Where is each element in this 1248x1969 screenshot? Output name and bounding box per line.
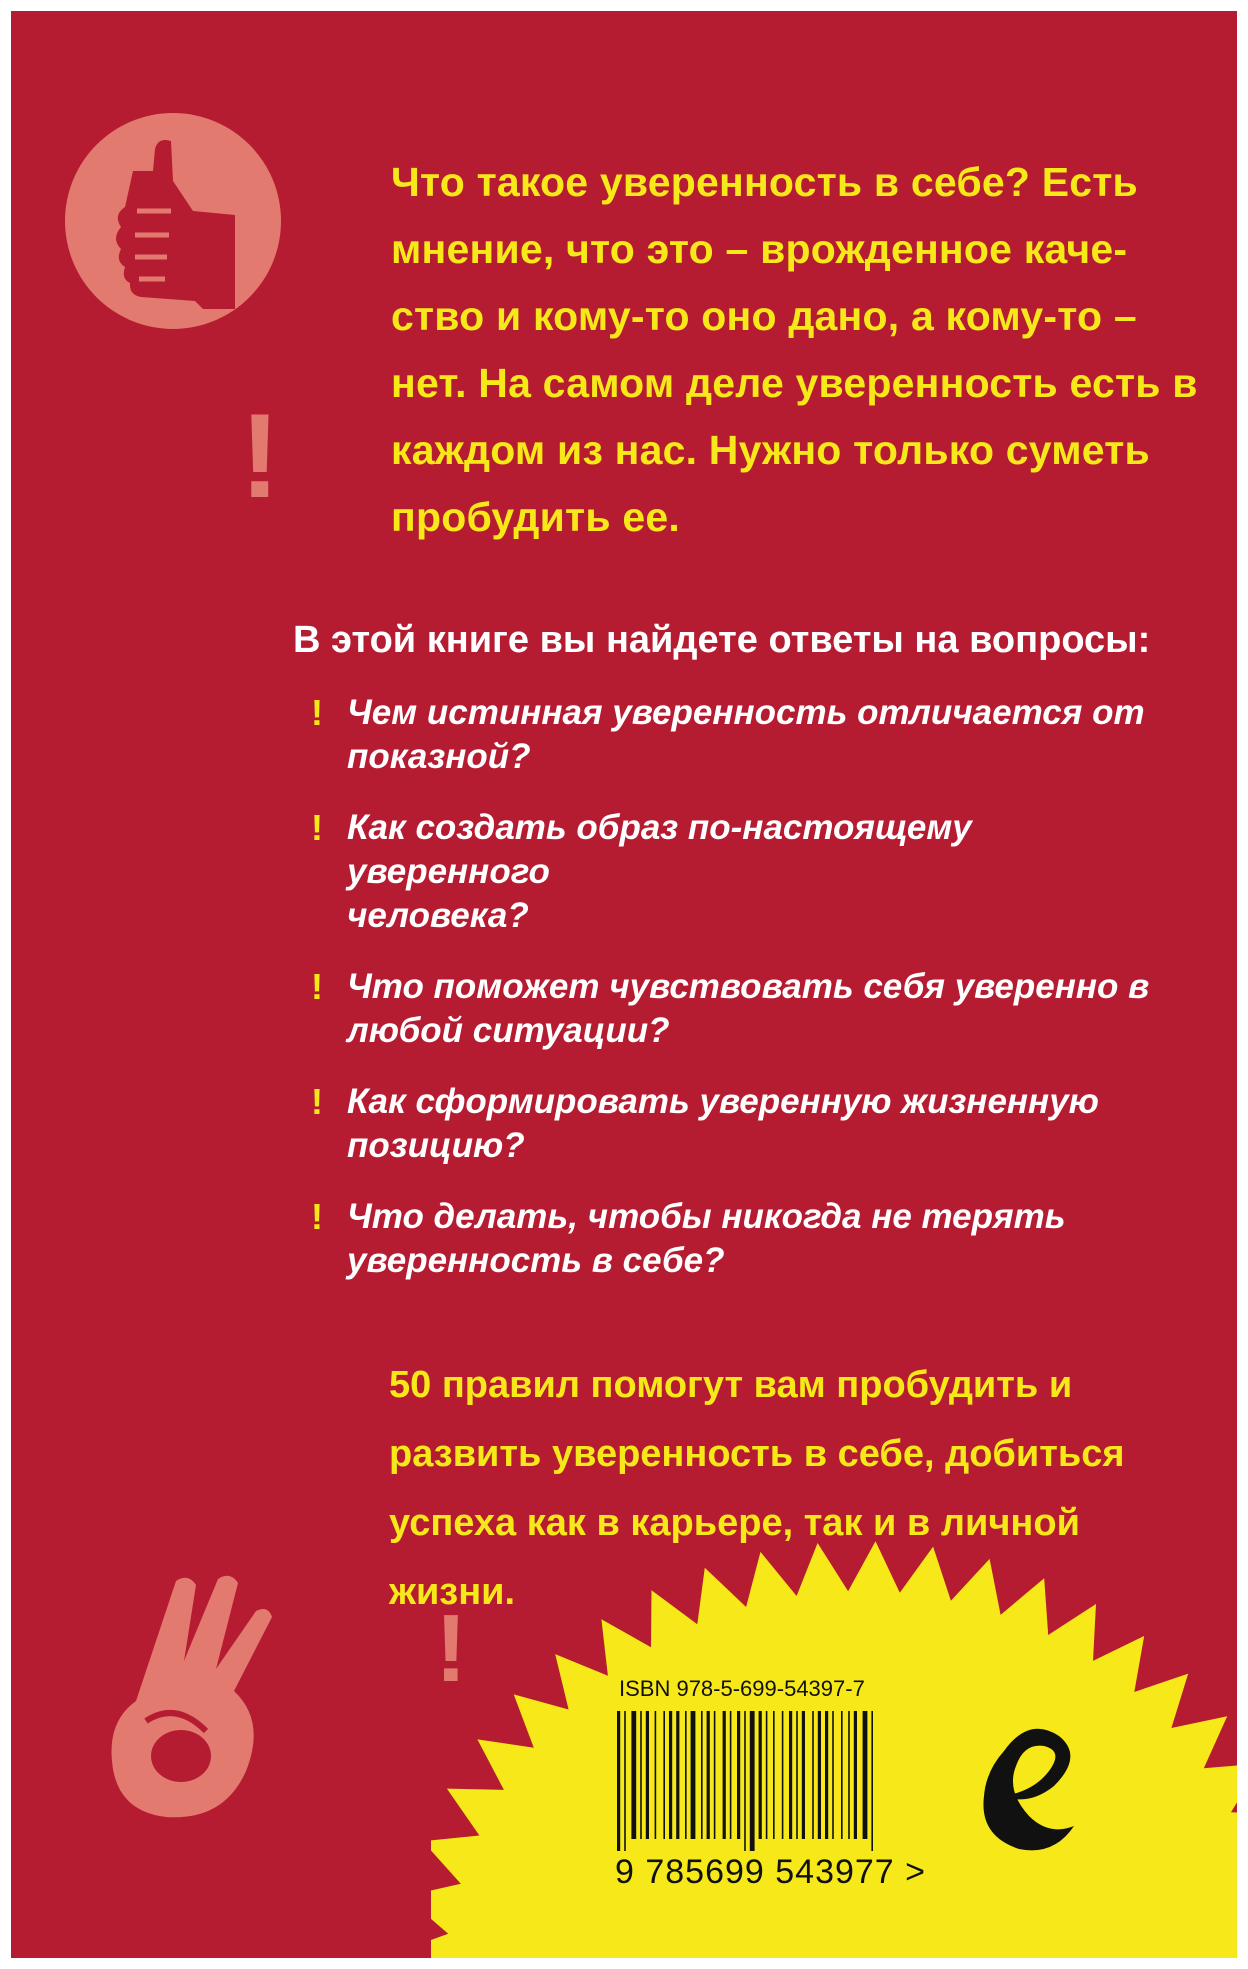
barcode-bar <box>802 1711 805 1839</box>
barcode-bar <box>759 1711 762 1839</box>
barcode-bar <box>676 1711 679 1839</box>
publisher-logo-icon <box>974 1711 1084 1861</box>
exclamation-bullet-icon: ! <box>311 1196 323 1237</box>
question-text: Как создать образ по-настоящему уверенного человека? <box>347 808 972 935</box>
barcode-bar <box>714 1711 716 1839</box>
barcode-bar <box>871 1711 873 1851</box>
barcode-bar <box>848 1711 850 1839</box>
question-item <box>311 965 1161 1053</box>
barcode-bar <box>750 1711 755 1851</box>
barcode-bar <box>624 1711 626 1851</box>
ok-hand-icon <box>106 1571 296 1831</box>
question-item <box>311 1080 1161 1168</box>
barcode-bar <box>646 1711 649 1839</box>
barcode-bar <box>863 1711 868 1839</box>
thumbs-up-icon <box>63 111 283 331</box>
barcode-bar <box>773 1711 775 1839</box>
barcode-bar <box>723 1711 726 1839</box>
question-text: Как сформировать уверенную жизненную позицию? <box>347 1082 1099 1165</box>
barcode <box>615 1711 907 1851</box>
exclamation-bullet-icon: ! <box>311 1081 323 1122</box>
questions-heading: В этой книге вы найдете ответы на вопросы: <box>293 619 1151 661</box>
barcode-bar <box>655 1711 657 1839</box>
isbn-label: ISBN 978-5-699-54397-7 <box>619 1676 865 1701</box>
barcode-bar <box>691 1711 696 1839</box>
question-item <box>311 1195 1161 1283</box>
barcode-bar <box>617 1711 620 1851</box>
question-item <box>311 691 1161 779</box>
barcode-bar <box>796 1711 798 1839</box>
barcode-bar <box>782 1711 784 1839</box>
question-list <box>311 691 1161 1310</box>
barcode-bar <box>730 1711 732 1839</box>
question-text: Чем истинная уверенность отличается от показной? <box>347 693 1145 776</box>
barcode-bar <box>812 1711 814 1839</box>
exclamation-bullet-icon: ! <box>311 692 323 733</box>
question-text: Что поможет чувствовать себя уверенно в любой ситуации? <box>347 967 1150 1050</box>
question-text: Что делать, чтобы никогда не терять уверенность в себе? <box>347 1197 1066 1280</box>
barcode-bar <box>841 1711 843 1839</box>
exclamation-bullet-icon: ! <box>311 966 323 1007</box>
barcode-bar <box>766 1711 768 1839</box>
barcode-bar <box>631 1711 636 1839</box>
barcode-bar <box>685 1711 687 1839</box>
barcode-bar <box>854 1711 857 1839</box>
barcode-bar <box>669 1711 672 1839</box>
outro-paragraph: 50 правил помогут вам пробудить и развить уверенность в себе, добиться успеха как в карьере, так и в личной жизни. <box>389 1364 1125 1613</box>
barcode-digits: 9 785699 543977 > <box>615 1853 927 1891</box>
book-back-cover <box>11 11 1237 1958</box>
barcode-bar <box>744 1711 746 1851</box>
barcode-bar <box>789 1711 792 1839</box>
barcode-bar <box>818 1711 821 1839</box>
barcode-bar <box>825 1711 828 1839</box>
exclamation-bottom: ! <box>435 1595 467 1702</box>
intro-paragraph: Что такое уверенность в себе? Есть мнение, что это – врожденное каче- ство и кому-то оно дано, а кому-то – нет. На самом деле уверенность есть в каждом из нас. Нужно только суметь пробудить ее. <box>391 159 1198 540</box>
question-item <box>311 806 1161 938</box>
exclamation-bullet-icon: ! <box>311 807 323 848</box>
barcode-bar <box>640 1711 642 1839</box>
barcode-bar <box>707 1711 710 1839</box>
barcode-bar <box>832 1711 834 1839</box>
barcode-bar <box>701 1711 703 1839</box>
barcode-bar <box>663 1711 665 1839</box>
barcode-bar <box>737 1711 740 1839</box>
exclamation-top: ! <box>240 389 280 523</box>
